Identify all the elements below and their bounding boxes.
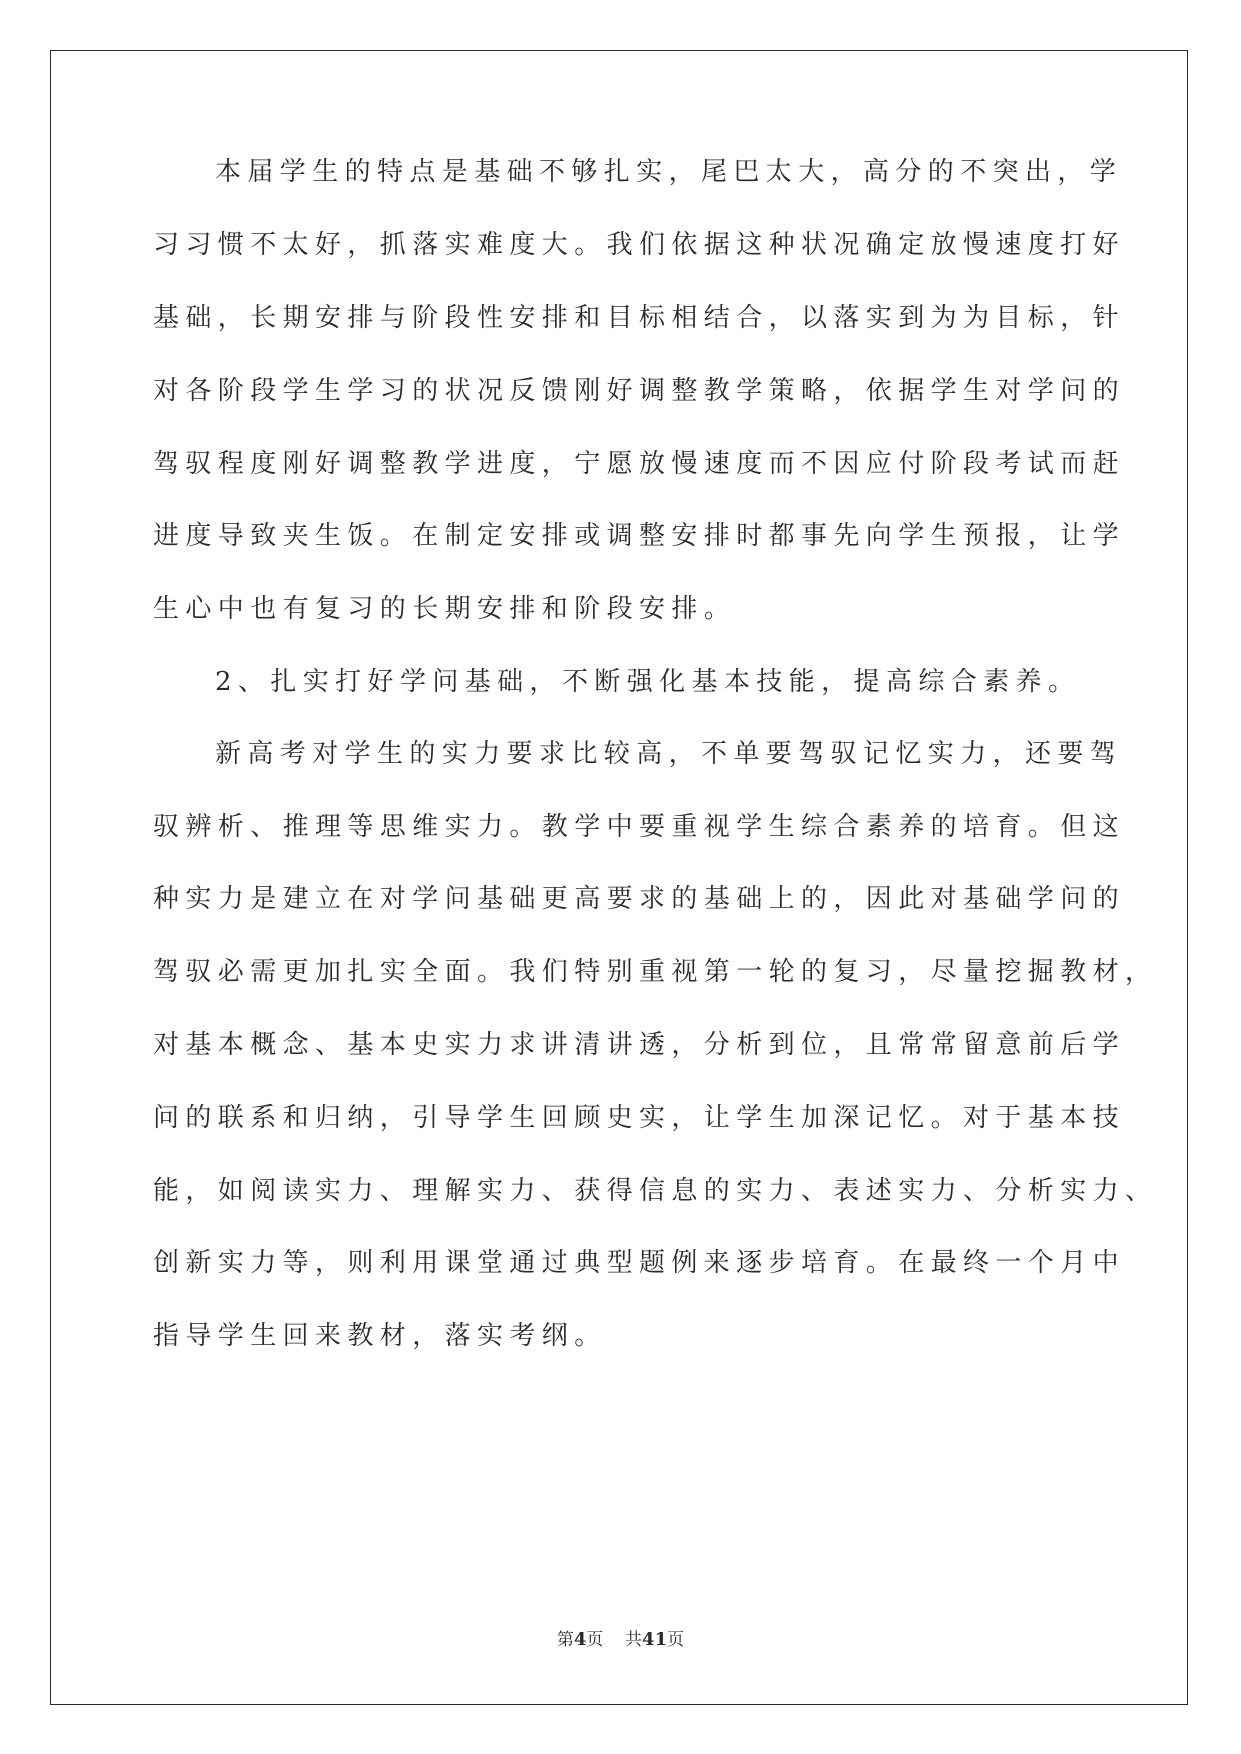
paragraph-2-line-3: 种实力是建立在对学问基础更高要求的基础上的，因此对基础学问的 bbox=[153, 884, 1126, 914]
page-prefix: 第 bbox=[556, 1630, 574, 1650]
paragraph-1-line-1: 本届学生的特点是基础不够扎实，尾巴太大，高分的不突出，学 bbox=[215, 157, 1123, 187]
page-border bbox=[50, 50, 1188, 1705]
total-prefix: 共 bbox=[625, 1630, 643, 1650]
paragraph-2-line-2: 驭辨析、推理等思维实力。教学中要重视学生综合素养的培育。但这 bbox=[153, 812, 1126, 842]
page-number: 4 bbox=[573, 1629, 587, 1650]
paragraph-2-line-9: 指导学生回来教材，落实考纲。 bbox=[153, 1321, 607, 1351]
paragraph-1-line-7: 生心中也有复习的长期安排和阶段安排。 bbox=[153, 594, 737, 624]
page-suffix: 页 bbox=[586, 1630, 604, 1650]
paragraph-2-line-8: 创新实力等，则利用课堂通过典型题例来逐步培育。在最终一个月中 bbox=[153, 1248, 1126, 1278]
total-suffix: 页 bbox=[667, 1630, 685, 1650]
paragraph-1-line-3: 基础，长期安排与阶段性安排和目标相结合，以落实到为为目标，针 bbox=[153, 303, 1126, 333]
paragraph-2-line-1: 新高考对学生的实力要求比较高，不单要驾驭记忆实力，还要驾 bbox=[215, 739, 1123, 769]
paragraph-2-line-7: 能，如阅读实力、理解实力、获得信息的实力、表述实力、分析实力、 bbox=[153, 1176, 1158, 1206]
paragraph-1-line-6: 进度导致夹生饭。在制定安排或调整安排时都事先向学生预报，让学 bbox=[153, 521, 1126, 551]
paragraph-2-line-5: 对基本概念、基本史实力求讲清讲透，分析到位，且常常留意前后学 bbox=[153, 1030, 1126, 1060]
section-heading-2: 2、扎实打好学问基础，不断强化基本技能，提高综合素养。 bbox=[215, 667, 1081, 697]
paragraph-1-line-4: 对各阶段学生学习的状况反馈刚好调整教学策略，依据学生对学问的 bbox=[153, 376, 1126, 406]
paragraph-2-line-4: 驾驭必需更加扎实全面。我们特别重视第一轮的复习，尽量挖掘教材， bbox=[153, 957, 1158, 987]
paragraph-1-line-2: 习习惯不太好，抓落实难度大。我们依据这种状况确定放慢速度打好 bbox=[153, 230, 1126, 260]
total-pages: 41 bbox=[642, 1629, 668, 1650]
paragraph-2-line-6: 问的联系和归纳，引导学生回顾史实，让学生加深记忆。对于基本技 bbox=[153, 1103, 1126, 1133]
paragraph-1-line-5: 驾驭程度刚好调整教学进度，宁愿放慢速度而不因应付阶段考试而赶 bbox=[153, 449, 1126, 479]
page-footer bbox=[0, 1625, 1241, 1650]
